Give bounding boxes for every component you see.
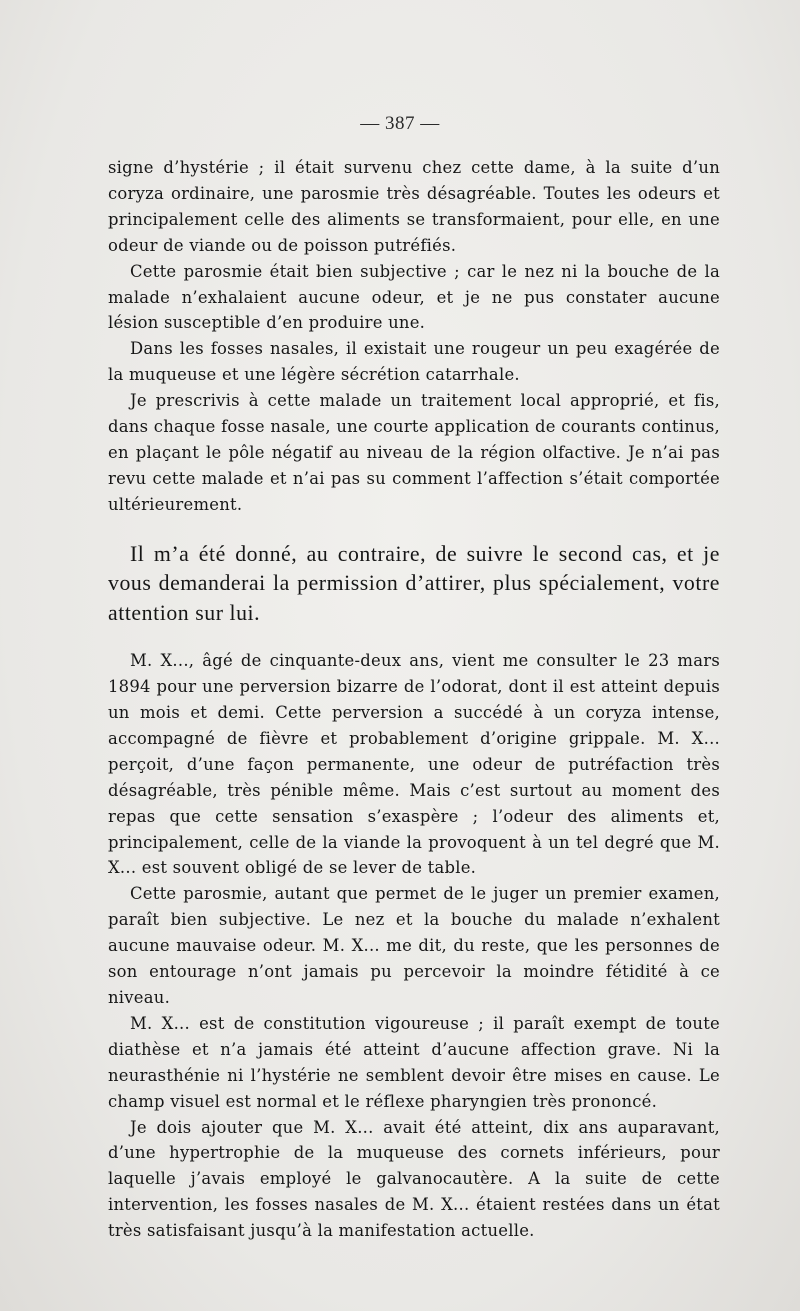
paragraph-second-case-intro: Il m’a été donné, au contraire, de suivre le second cas, et je vous demanderai la permission d’attirer, plus spécialement, votre attention sur lui. xyxy=(108,541,720,625)
paragraph-hysteria-case: signe d’hystérie ; il était survenu chez cette dame, à la suite d’un coryza ordinaire, une parosmie très désagréable. Toutes les odeurs et principalement celle des aliments se transformaient, pour elle, en une odeur de viande ou de poisson putréfiés. xyxy=(108,158,720,255)
paragraph-prior-hypertrophy: Je dois ajouter que M. X... avait été atteint, dix ans auparavant, d’une hypertrophie de la muqueuse des cornets inférieurs, pour laquelle j’avais employé le galvanocautère. A la suite de cette intervention, les fosses nasales de M. X... étaient restées dans un état très satisfaisant jusqu’à la manifestation actuelle. xyxy=(108,1117,720,1241)
paragraph-examination: Cette parosmie, autant que permet de le juger un premier examen, paraît bien subjective. Le nez et la bouche du malade n’exhalent aucune mauvaise odeur. M. X... me dit, du reste, que les personnes de son entourage n’ont jamais pu percevoir la moindre fétidité à ce niveau. xyxy=(108,884,720,1007)
paragraph-nasal-findings: Dans les fosses nasales, il existait une rougeur un peu exagérée de la muqueuse et une légère sécrétion catarrhale. xyxy=(108,339,720,385)
paragraph-constitution: M. X... est de constitution vigoureuse ; il paraît exempt de toute diathèse et n’a jamais été atteint d’aucune affection grave. Ni la neurasthénie ni l’hystérie ne semblent devoir être mises en cause. Le champ visuel est normal et le réflexe pharyngien très prononcé. xyxy=(108,1013,720,1111)
page-number: — 387 — xyxy=(360,113,440,134)
paragraph-treatment: Je prescrivis à cette malade un traitement local approprié, et fis, dans chaque fosse nasale, une courte application de courants continus, en plaçant le pôle négatif au niveau de la région olfactive. Je n’ai pas revu cette malade et n’ai pas su comment l’affection s’était comportée ultérieurement. xyxy=(108,391,720,514)
body-text xyxy=(108,155,720,1244)
paragraph-subjective-parosmia: Cette parosmie était bien subjective ; car le nez ni la bouche de la malade n’exhalaient aucune odeur, et je ne pus constater aucune lésion susceptible d’en produire une. xyxy=(108,261,720,333)
paragraph-patient-history: M. X..., âgé de cinquante-deux ans, vient me consulter le 23 mars 1894 pour une perversion bizarre de l’odorat, dont il est atteint depuis un mois et demi. Cette perversion a succédé à un coryza intense, accompagné de fièvre et probablement d’origine grippale. M. X... perçoit, d’une façon permanente, une odeur de putréfaction très désagréable, très pénible même. Mais c’est surtout au moment des repas que cette sensation s’exaspère ; l’odeur des aliments et, principalement, celle de la viande la provoquent à un tel degré que M. X... est souvent obligé de se lever de table. xyxy=(108,651,720,878)
